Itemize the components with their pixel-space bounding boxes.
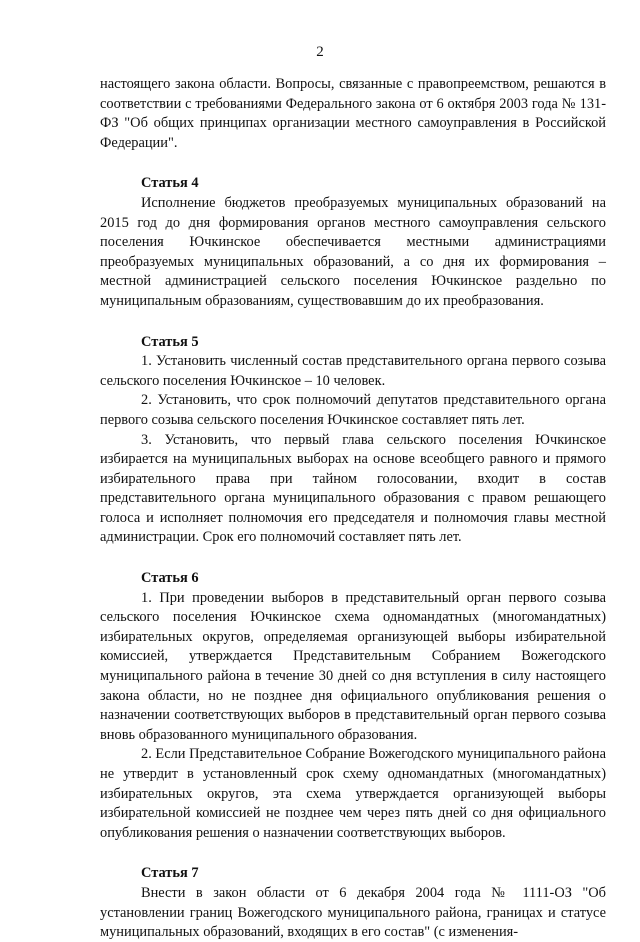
document-body <box>100 75 606 942</box>
truncated-paragraph-wrapper <box>100 884 606 942</box>
article-7 <box>100 864 606 942</box>
page-number: 2 <box>316 44 324 60</box>
article-title: Статья 6 <box>141 570 199 587</box>
article-paragraph: 3. Установить, что первый глава сельского поселения Ючкинское избирается на муниципальных выборах на основе всеобщего равного и прямого избирательного права при тайном голосовании, входит в состав представительного органа муниципального образования с правом решающего голоса и исполняет полномочия его председателя и полномочия главы местной администрации. Срок его полномочий составляет пять лет. <box>100 431 606 546</box>
article-title: Статья 7 <box>141 865 199 882</box>
article-5 <box>100 333 606 549</box>
article-4 <box>100 174 606 311</box>
article-title: Статья 5 <box>141 333 199 350</box>
intro-paragraph: настоящего закона области. Вопросы, связанные с правопреемством, решаются в соответствии с требованиями Федерального закона от 6 октября 2003 года № 131-ФЗ "Об общих принципах организации местного самоуправления в Российской Федерации". <box>100 76 606 151</box>
article-paragraph: 2. Установить, что срок полномочий депутатов представительного органа первого созыва сельского поселения Ючкинское составляет пять лет. <box>100 392 606 428</box>
article-6 <box>100 569 606 843</box>
article-paragraph: Внести в закон области от 6 декабря 2004 года № 1111-ОЗ "Об установлении границ Вожегодского муниципального района, границах и статусе муниципальных образований, входящих в его состав" (с изменения- <box>100 884 606 941</box>
article-title: Статья 4 <box>141 175 199 192</box>
article-paragraph: 1. При проведении выборов в представительный орган первого созыва сельского поселения Ючкинское схема одномандатных (многомандатных) избирательных округов, определяемая организующей выборы избирательной комиссией, утверждается Представительным Собранием Вожегодского муниципального района в течение 30 дней со дня вступления в силу настоящего закона области, но не позднее дня официального опубликования решения о назначении соответствующих выборов в представительный орган первого созыва вновь образованного муниципального образования. <box>100 589 606 743</box>
article-paragraph: Исполнение бюджетов преобразуемых муниципальных образований на 2015 год до дня формирования органов местного самоуправления сельского поселения Ючкинское обеспечивается местными администрациями преобразуемых муниципальных образований, а со дня их формирования – местной администрацией сельского поселения Ючкинское раздельно по муниципальным образованиям, существовавшим до их преобразования. <box>100 194 606 309</box>
article-paragraph: 1. Установить численный состав представительного органа первого созыва сельского поселения Ючкинское – 10 человек. <box>100 353 606 389</box>
article-paragraph: 2. Если Представительное Собрание Вожегодского муниципального района не утвердит в установленный срок схему одномандатных (многомандатных) избирательных округов, эта схема утверждается организующей выборы избирательной комиссией не позднее чем через пять дней со дня официального опубликования решения о назначении соответствующих выборов. <box>100 746 606 841</box>
